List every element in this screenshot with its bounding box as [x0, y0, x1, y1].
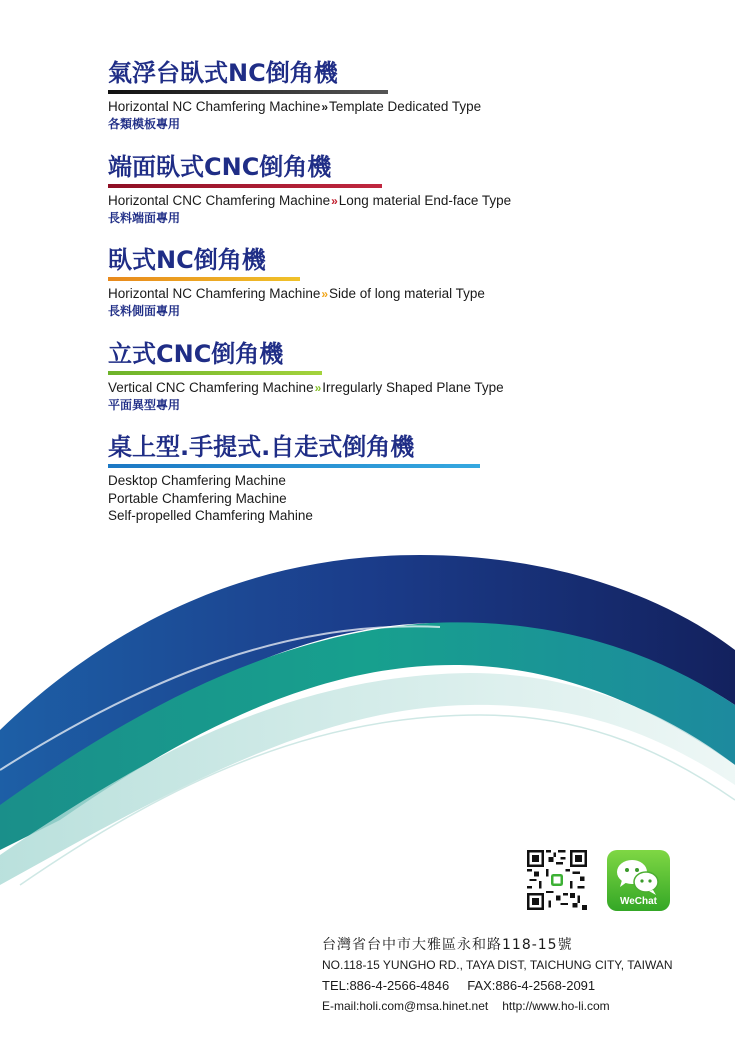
double-arrow-icon: »: [321, 287, 326, 301]
machine-type: Side of long material Type: [329, 286, 485, 301]
product-title: 桌上型.手提式.自走式倒角機: [108, 433, 415, 461]
machine-list: [108, 472, 480, 525]
product-subtitle: 長料側面專用: [108, 304, 181, 318]
title-underline: [108, 371, 322, 375]
product-description: [108, 285, 485, 303]
website-link[interactable]: http://www.ho-li.com: [502, 999, 610, 1013]
product-title: 端面臥式CNC倒角機: [108, 153, 332, 181]
product-section-long-side: [108, 245, 485, 319]
product-subtitle: 平面異型專用: [108, 398, 181, 412]
product-description: [108, 98, 481, 116]
machine-name: Horizontal NC Chamfering Machine: [108, 286, 321, 301]
product-title: 氣浮台臥式NC倒角機: [108, 59, 338, 87]
email-web-line: [322, 996, 673, 1016]
phone-fax-line: [322, 975, 673, 996]
product-section-vertical: [108, 339, 504, 413]
machine-name: Horizontal NC Chamfering Machine: [108, 99, 321, 114]
list-item: Portable Chamfering Machine: [108, 490, 287, 506]
double-arrow-icon: »: [331, 194, 335, 208]
title-underline: [108, 277, 300, 281]
product-subtitle: 長料端面專用: [108, 211, 181, 225]
double-arrow-icon: »: [314, 381, 319, 395]
product-description: [108, 379, 504, 397]
wechat-app-icon[interactable]: [607, 850, 670, 911]
list-item: Self-propelled Chamfering Mahine: [108, 508, 313, 523]
machine-name: Vertical CNC Chamfering Machine: [108, 380, 314, 395]
product-subtitle: 各類模板專用: [108, 117, 181, 131]
machine-type: Irregularly Shaped Plane Type: [322, 380, 504, 395]
product-title: 立式CNC倒角機: [108, 340, 284, 368]
product-section-end-face: [108, 152, 511, 226]
product-description: [108, 192, 511, 210]
machine-name: Horizontal CNC Chamfering Machine: [108, 193, 331, 208]
product-section-portable: [108, 432, 480, 525]
address-chinese: 台灣省台中市大雅區永和路118-15號: [322, 937, 573, 953]
list-item: Desktop Chamfering Machine: [108, 473, 286, 488]
title-underline: [108, 90, 388, 94]
email-link[interactable]: E-mail:holi.com@msa.hinet.net: [322, 999, 489, 1013]
title-underline: [108, 464, 480, 468]
double-arrow-icon: »: [321, 100, 326, 114]
fax: FAX:886-4-2568-2091: [467, 978, 596, 993]
machine-type: Long material End-face Type: [338, 193, 512, 208]
address-english: NO.118-15 YUNGHO RD., TAYA DIST, TAICHUNG CITY, TAIWAN: [322, 958, 673, 972]
contact-block: [322, 935, 673, 1016]
wechat-label: WeChat: [619, 896, 658, 907]
title-underline: [108, 184, 382, 188]
product-section-air-float: [108, 58, 481, 132]
machine-type: Template Dedicated Type: [329, 99, 482, 114]
telephone: TEL:886-4-2566-4846: [322, 978, 450, 993]
qr-code-icon[interactable]: [527, 850, 587, 910]
product-title: 臥式NC倒角機: [108, 246, 266, 274]
